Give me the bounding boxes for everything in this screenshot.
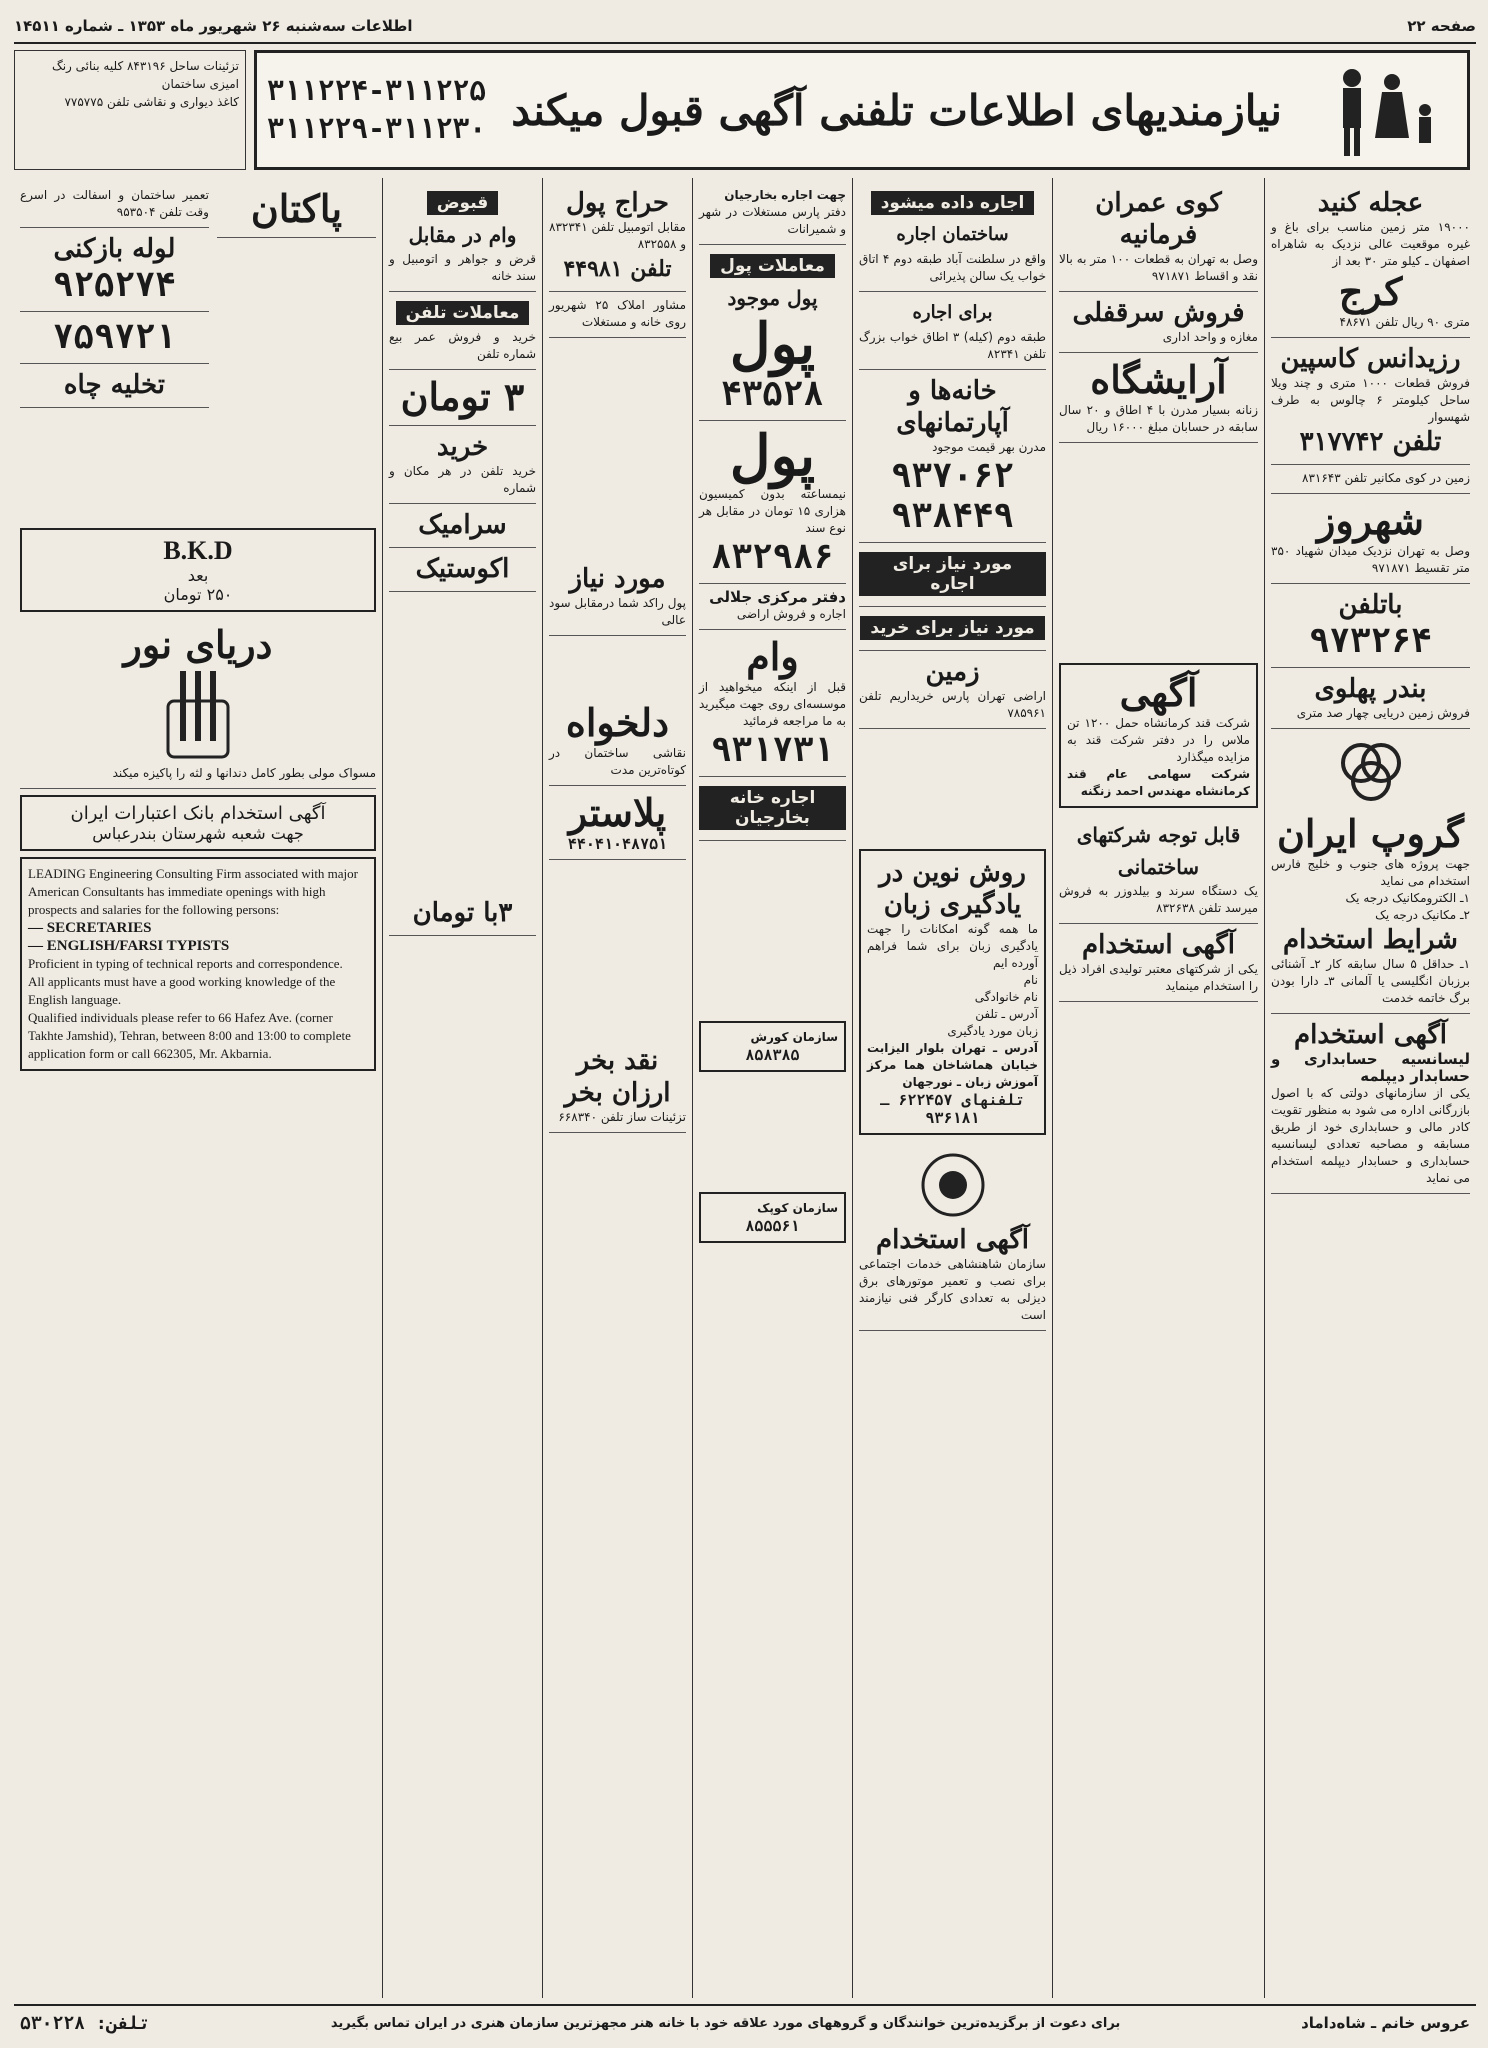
ad-title: وام در مقابل: [408, 223, 517, 247]
ad-bank-employment: [20, 795, 376, 851]
ad-title: آگهی استخدام بانک اعتبارات ایران: [70, 803, 326, 824]
ad-title: آگهی استخدام: [876, 1225, 1029, 1255]
ad-title: آرایشگاه: [1090, 357, 1227, 402]
form-field-family: نام خانوادگی: [974, 990, 1038, 1004]
ad-text: زنانه بسیار مدرن با ۴ اطاق و ۲۰ سال سابقه در حسابان مبلغ ۱۶۰۰۰ ریال: [1059, 403, 1258, 434]
ad-text: مغازه و واحد اداری: [1162, 330, 1258, 344]
ad-acoustic: [389, 548, 536, 592]
toothbrush-icon: [20, 671, 376, 761]
column-5: [542, 178, 692, 1998]
ad-text: وصل به تهران به قطعات ۱۰۰ متر به بالا نقد و اقساط ۹۷۱۸۷۱: [1059, 252, 1258, 283]
footer-phone: تلفن: ۵۳۰۲۲۸: [20, 2012, 151, 2034]
ad-tag: مورد نیاز برای خرید: [860, 616, 1044, 640]
rings-logo-icon: [1271, 738, 1470, 808]
ad-phone: ۹۳۱۷۳۱: [711, 730, 834, 770]
ad-tag: مورد نیاز برای اجاره: [859, 552, 1046, 596]
column-7-top: [20, 182, 376, 408]
ad-english-engineering: [20, 857, 376, 1071]
ad-title: قابل توجه شرکتهای ساختمانی: [1076, 823, 1241, 879]
issue-line: اطلاعات سه‌شنبه ۲۶ شهریور ماه ۱۳۵۳ ـ شماره ۱۴۵۱۱: [14, 17, 413, 35]
ad-land: [1271, 465, 1470, 494]
ad-text: مدرن بهر قیمت موجود: [932, 440, 1046, 454]
ad-jalali-office: [699, 584, 846, 630]
ad-text: پول راکد شما درمقابل سود عالی: [549, 596, 686, 627]
ad-text: اراضی تهران پارس خریداریم تلفن ۷۸۵۹۶۱: [859, 689, 1046, 720]
column-3: [852, 178, 1052, 1998]
ad-needed: [549, 558, 686, 636]
bkd-title: B.K.D: [163, 536, 233, 565]
ad-text: نقاشی ساختمان در کوتاه‌ترین مدت: [549, 746, 686, 777]
eng-line1: LEADING Engineering Consulting Firm associated with major American Consultants has immediate openings with high prospects and salaries for the following persons:: [28, 866, 359, 917]
eng-line2: Proficient in typing of technical reports and correspondence.: [28, 956, 343, 971]
ad-text: یکی از شرکتهای معتبر تولیدی افراد ذیل را استخدام مینماید: [1059, 962, 1258, 993]
top-left-text-1: تزئینات ساحل ۸۴۳۱۹۶ کلیه بنائی رنگ امیزی ساختمان: [51, 59, 239, 91]
ad-rent-foreign-homes: [699, 777, 846, 841]
ad-apartments: [859, 370, 1046, 543]
ad-title: عجله کنید: [1317, 188, 1424, 218]
ad-title: سازمان کورش: [750, 1030, 838, 1044]
ad-item: ۱ـ الکترومکانیک درجه یک: [1345, 891, 1470, 905]
ad-kourosh: [699, 1021, 846, 1072]
ad-phone: ۹۳۷۰۶۲: [891, 456, 1014, 496]
ad-bkd: [20, 528, 376, 612]
eng-item2: — ENGLISH/FARSI TYPISTS: [28, 938, 230, 954]
top-left-text-2: کاغذ دیواری و نقاشی تلفن ۷۷۵۷۷۵: [64, 95, 239, 109]
ad-buy-cash: [549, 1040, 686, 1133]
ad-title: آگهی: [1119, 670, 1198, 715]
ad-text: مسواک مولی بطور کامل دندانها و لثه را پاکیزه میکند: [112, 766, 376, 780]
ad-group-iran: [1271, 729, 1470, 1014]
ad-plaster: [549, 786, 686, 860]
ad-title: برای اجاره: [912, 302, 993, 323]
eng-line3: All applicants must have a good working knowledge of the English language.: [28, 974, 336, 1007]
bkd-price-unit: تومان: [163, 585, 202, 604]
ad-repair: [20, 182, 209, 228]
ad-shahrouz: [1271, 494, 1470, 584]
ad-title: خرید: [436, 432, 489, 462]
column-7-right-stack: [217, 182, 376, 408]
ad-text: جهت پروژه های جنوب و خلیج فارس استخدام می نماید: [1271, 857, 1470, 888]
ad-phone: ۴۳۵۲۸: [721, 374, 824, 414]
newspaper-page: [14, 10, 1476, 2040]
ad-employment-accountant: [1271, 1014, 1470, 1194]
ad-phone: ۸۵۸۳۸۵: [745, 1046, 800, 1064]
ad-goodwill: [1059, 292, 1258, 353]
ad-title: زمین: [925, 657, 980, 687]
ad-phone: تلفن ۳۱۷۷۴۲: [1299, 427, 1442, 457]
ad-title: حراج پول: [565, 188, 670, 218]
ad-signature: شرکت سهامی عام قند کرمانشاه مهندس احمد زنگنه: [1067, 767, 1250, 798]
ad-language-school: [859, 849, 1046, 1135]
ad-big: پول: [729, 423, 816, 489]
ad-wanted-rent: [859, 543, 1046, 607]
ad-text: تعمیر ساختمان و اسفالت در اسرع وقت تلفن ۹۵۳۵۰۴: [20, 188, 209, 219]
banner-phones: [267, 72, 486, 148]
form-field-address: آدرس ـ تلفن: [975, 1007, 1038, 1021]
ad-rent-foreigners: [699, 182, 846, 245]
ad-title: سرامیک: [418, 510, 507, 540]
ad-phone: ۴۴۰۴۱۰۴۸۷۵۱: [567, 835, 668, 853]
ad-text: مشاور املاک ۲۵ شهریور روی خانه و مستغلات: [549, 298, 687, 329]
ad-text: قبل از اینکه میخواهید از موسسه‌ای روی جهت میگیرید به ما مراجعه فرمائید: [699, 680, 846, 728]
ad-buy: [389, 426, 536, 504]
ad-address: آدرس ـ تهران بلوار الیزابت خیابان هماشاخان هما مرکز آموزش زبان ـ نورجهان: [867, 1041, 1038, 1089]
ad-delkhah: [549, 696, 686, 786]
ad-text: ۱ـ حداقل ۵ سال سابقه کار ۲ـ آشنائی برزبان انگلیسی یا آلمانی ۳ـ دارا بودن برگ خاتمه خدمت: [1271, 957, 1471, 1005]
ad-title: ۳با تومان: [412, 898, 513, 928]
ad-subtitle: لیسانسیه حسابداری و حسابدار دیپلمه: [1271, 1050, 1470, 1085]
ad-title: سازمان کوپک: [757, 1201, 838, 1215]
ad-phone: ۹۳۸۴۴۹: [891, 496, 1014, 536]
ad-rent-2: [859, 292, 1046, 370]
ad-construction: [1059, 814, 1258, 924]
ad-title: چهت اجاره بخارجیان: [724, 188, 846, 202]
form-field-language: زبان مورد یادگیری: [947, 1024, 1038, 1038]
ad-text: زمین در کوی مکانیر تلفن ۸۳۱۶۴۳: [1302, 471, 1470, 485]
bkd-name: بعد: [187, 566, 209, 585]
ad-title: نقد بخر ارزان بخر: [564, 1046, 671, 1108]
ad-title: پول موجود: [727, 286, 818, 310]
ad-bandar-pahlavi: [1271, 668, 1470, 729]
ad-money-auction: [549, 182, 686, 292]
ad-title: خانه‌ها و آپارتمانهای: [896, 376, 1009, 438]
ad-by-phone: [1271, 584, 1470, 668]
ad-text: جهت شعبه شهرستان بندرعباس: [92, 824, 304, 843]
ad-paktan: [217, 182, 376, 238]
banner-phones-line2: ۳۱۱۲۲۹-۳۱۱۲۳۰: [267, 112, 487, 145]
ad-text: دفتر پارس مستغلات در شهر و شمیرانات: [699, 205, 846, 236]
ad-text: اجاره و فروش اراضی: [736, 607, 846, 621]
ad-toothbrush: [20, 618, 376, 789]
ad-text: خرید تلفن در هر مکان و شماره: [389, 464, 536, 495]
page-footer: [14, 2004, 1476, 2040]
ad-text: واقع در سلطنت آباد طبقه دوم ۴ اتاق خواب یک سالن پذیرائی: [859, 252, 1046, 283]
ad-text: تزئینات ساز تلفن ۶۶۸۳۴۰: [558, 1110, 686, 1124]
column-6: [382, 178, 542, 1998]
ad-title: دفتر مرکزی جلالی: [709, 588, 846, 606]
emblem-icon: [859, 1150, 1046, 1220]
eng-item1: — SECRETARIES: [28, 920, 152, 936]
ad-tag: معاملات تلفن: [396, 301, 530, 325]
ad-title: روش نوین در یادگیری زبان: [879, 858, 1026, 920]
column-4: [692, 178, 852, 1998]
ad-title: وام: [746, 634, 799, 679]
ad-title: مورد نیاز: [569, 564, 666, 594]
ad-text: خرید و فروش عمر بیع شماره تلفن: [389, 330, 536, 361]
column-7: [14, 178, 382, 1998]
ad-title: لوله بازکنی: [53, 234, 176, 264]
ad-title: باتلفن: [1338, 590, 1403, 620]
form-field-name: نام: [1023, 973, 1038, 987]
ad-hurry: [1271, 182, 1470, 338]
footer-middle: برای دعوت از برگزیده‌ترین خوانندگان و گروههای مورد علاقه خود با خانه هنر مجهزترین سازمان هنری در ایران تماس بگیرید: [330, 2015, 1121, 2031]
banner-title: نیازمندیهای اطلاعات تلفنی آگهی قبول میکند: [511, 85, 1282, 135]
ad-phone: ۸۵۵۵۶۱: [745, 1217, 800, 1235]
ad-title: دریای نور: [123, 622, 273, 667]
ad-text: فروش قطعات ۱۰۰۰ متری و چند ویلا ساحل کیلومتر ۶ چالوس به طرف شهسوار: [1271, 376, 1470, 424]
ad-title: آگهی استخدام: [1082, 930, 1235, 960]
ad-text: ما همه گونه امکانات را جهت یادگیری زبان برای شما فراهم آورده ایم: [867, 922, 1038, 970]
page-label: صفحه ۲۲: [1407, 17, 1476, 35]
ad-salon: [1059, 353, 1258, 443]
ad-subtitle: شرایط استخدام: [1283, 925, 1458, 955]
ad-title: پاکتان: [250, 186, 343, 231]
ad-text: یکی از سازمانهای دولتی که با اصول بازرگانی اداره می شود به منظور تقویت کادر مالی و حسابداری خود از طریق مسابقه و مصاحبه تعدادی لیسانسیه حسابداری و حسابدار دیپلمه استخدام می نماید: [1271, 1086, 1470, 1185]
ad-phone: ۷۵۹۷۲۱: [53, 317, 176, 357]
bkd-price: ۲۵۰: [206, 585, 233, 604]
ad-tag: اجاره داده میشود: [871, 191, 1035, 215]
top-left-ad: [14, 50, 246, 170]
ad-phone: تلفنهای ۶۲۲۴۵۷ ـ ۹۳۶۱۸۱: [880, 1091, 1025, 1127]
ad-item: ۲ـ مکانیک درجه یک: [1375, 908, 1470, 922]
ad-title: شهروز: [1316, 498, 1425, 543]
ad-text: قرض و جواهر و اتومبیل و سند خانه: [389, 252, 536, 283]
ad-text: سازمان شاهنشاهی خدمات اجتماعی برای نصب و تعمیر موتورهای برق دیزلی به تعدادی کارگر فنی نیازمند است: [859, 1257, 1046, 1322]
ad-tag: معاملات پول: [710, 254, 835, 278]
ad-three-toman-b: [389, 892, 536, 936]
ad-phone: ۹۲۵۲۷۴: [53, 265, 176, 305]
ad-text: طبقه دوم (کیله) ۳ اطاق خواب بزرگ تلفن ۸۲۳۴۱: [859, 330, 1046, 361]
ad-phone-trade: [389, 292, 536, 370]
page-header: [14, 10, 1476, 44]
eng-line4: Qualified individuals please refer to 66 Hafez Ave. (corner Takhte Jamshid), Tehran, between 8:00 and 13:00 to complete application form or call 662305, Mr. Akbarnia.: [28, 1010, 351, 1061]
ad-wanted-buy: [859, 607, 1046, 651]
ad-phone: ۸۳۲۹۸۶: [711, 537, 834, 577]
ad-real-estate: [549, 292, 686, 338]
ad-text: متری ۹۰ ریال تلفن ۴۸۶۷۱: [1339, 315, 1470, 329]
footer-left: عروس خانم ـ شاه‌داماد: [1301, 2014, 1470, 2032]
ad-three-toman: [389, 370, 536, 426]
ad-big: پول: [729, 311, 816, 377]
ad-koy-omran: [1059, 182, 1258, 292]
ad-title: پلاستر: [568, 790, 667, 835]
ad-well: [20, 364, 209, 408]
ad-title: بندر پهلوی: [1314, 674, 1427, 704]
column-7-left-stack: [20, 182, 209, 408]
ad-land-wanted: [859, 651, 1046, 729]
banner-phones-line1: ۳۱۱۲۲۴-۳۱۱۲۲۵: [267, 74, 487, 107]
column-1: [1264, 178, 1476, 1998]
ad-money-available: [699, 245, 846, 421]
ad-headline: کرج: [1338, 269, 1403, 314]
ad-employment-social: [859, 1141, 1046, 1331]
ad-title: اکوستیک: [415, 554, 510, 584]
family-silhouette-icon: [1307, 60, 1457, 160]
ad-employment-factory: [1059, 924, 1258, 1002]
ad-title: تخلیه چاه: [63, 370, 165, 400]
ad-title: دلخواه: [565, 700, 670, 745]
ad-title: کوی عمران فرمانیه: [1095, 188, 1222, 250]
ad-text: یک دستگاه سرند و بیلدوزر به فروش میرسد تلفن ۸۳۲۶۳۸: [1059, 884, 1258, 915]
ad-title: گروپ ایران: [1277, 811, 1464, 856]
ad-title: فروش سرقفلی: [1072, 298, 1245, 328]
ad-text: وصل به تهران نزدیک میدان شهیاد ۳۵۰ متر تقسیط ۹۷۱۸۷۱: [1271, 544, 1470, 575]
ad-loan: [699, 630, 846, 777]
ad-title: رزیدانس کاسپین: [1280, 344, 1461, 374]
classified-banner: [254, 50, 1470, 170]
ad-for-rent: [859, 182, 1046, 292]
ad-text: نیمساعته بدون کمیسیون هزاری ۱۵ تومان در مقابل هر نوع سند: [699, 487, 846, 535]
ad-ceramic: [389, 504, 536, 548]
ad-title: ۳ تومان: [400, 374, 525, 419]
ad-pipe: [20, 228, 209, 312]
ad-text: مقابل اتومبیل تلفن ۸۳۲۳۴۱ و ۸۳۲۵۵۸: [549, 220, 686, 251]
ad-pipe-2: [20, 312, 209, 364]
ad-phone: تلفن ۴۴۹۸۱: [563, 256, 672, 282]
ad-title: ساختمان اجاره: [896, 224, 1009, 245]
ad-columns: [14, 178, 1476, 1998]
column-2: [1052, 178, 1264, 1998]
ad-text: شرکت قند کرمانشاه حمل ۱۲۰۰ تن ملاس را در دفتر شرکت قند به مزایده میگذارد: [1067, 716, 1251, 764]
ad-notice-sugar: [1059, 663, 1258, 808]
ad-receipts: [389, 182, 536, 292]
ad-text: ۱۹۰۰۰ متر زمین مناسب برای باغ و غیره موقعیت عالی نزدیک به شاهراه اصفهان ـ کیلو متر ۳۰ بعد از: [1271, 220, 1470, 268]
ad-tag: اجاره خانه بخارجیان: [699, 786, 846, 830]
ad-title: آگهی استخدام: [1294, 1020, 1447, 1050]
ad-money-half-hour: [699, 421, 846, 584]
ad-text: فروش زمین دریایی چهار صد متری: [1296, 706, 1470, 720]
ad-caspian: [1271, 338, 1470, 465]
ad-phone: ۹۷۳۲۶۴: [1309, 621, 1432, 661]
ad-tag: قبوض: [427, 191, 499, 215]
ad-koopak: [699, 1192, 846, 1243]
